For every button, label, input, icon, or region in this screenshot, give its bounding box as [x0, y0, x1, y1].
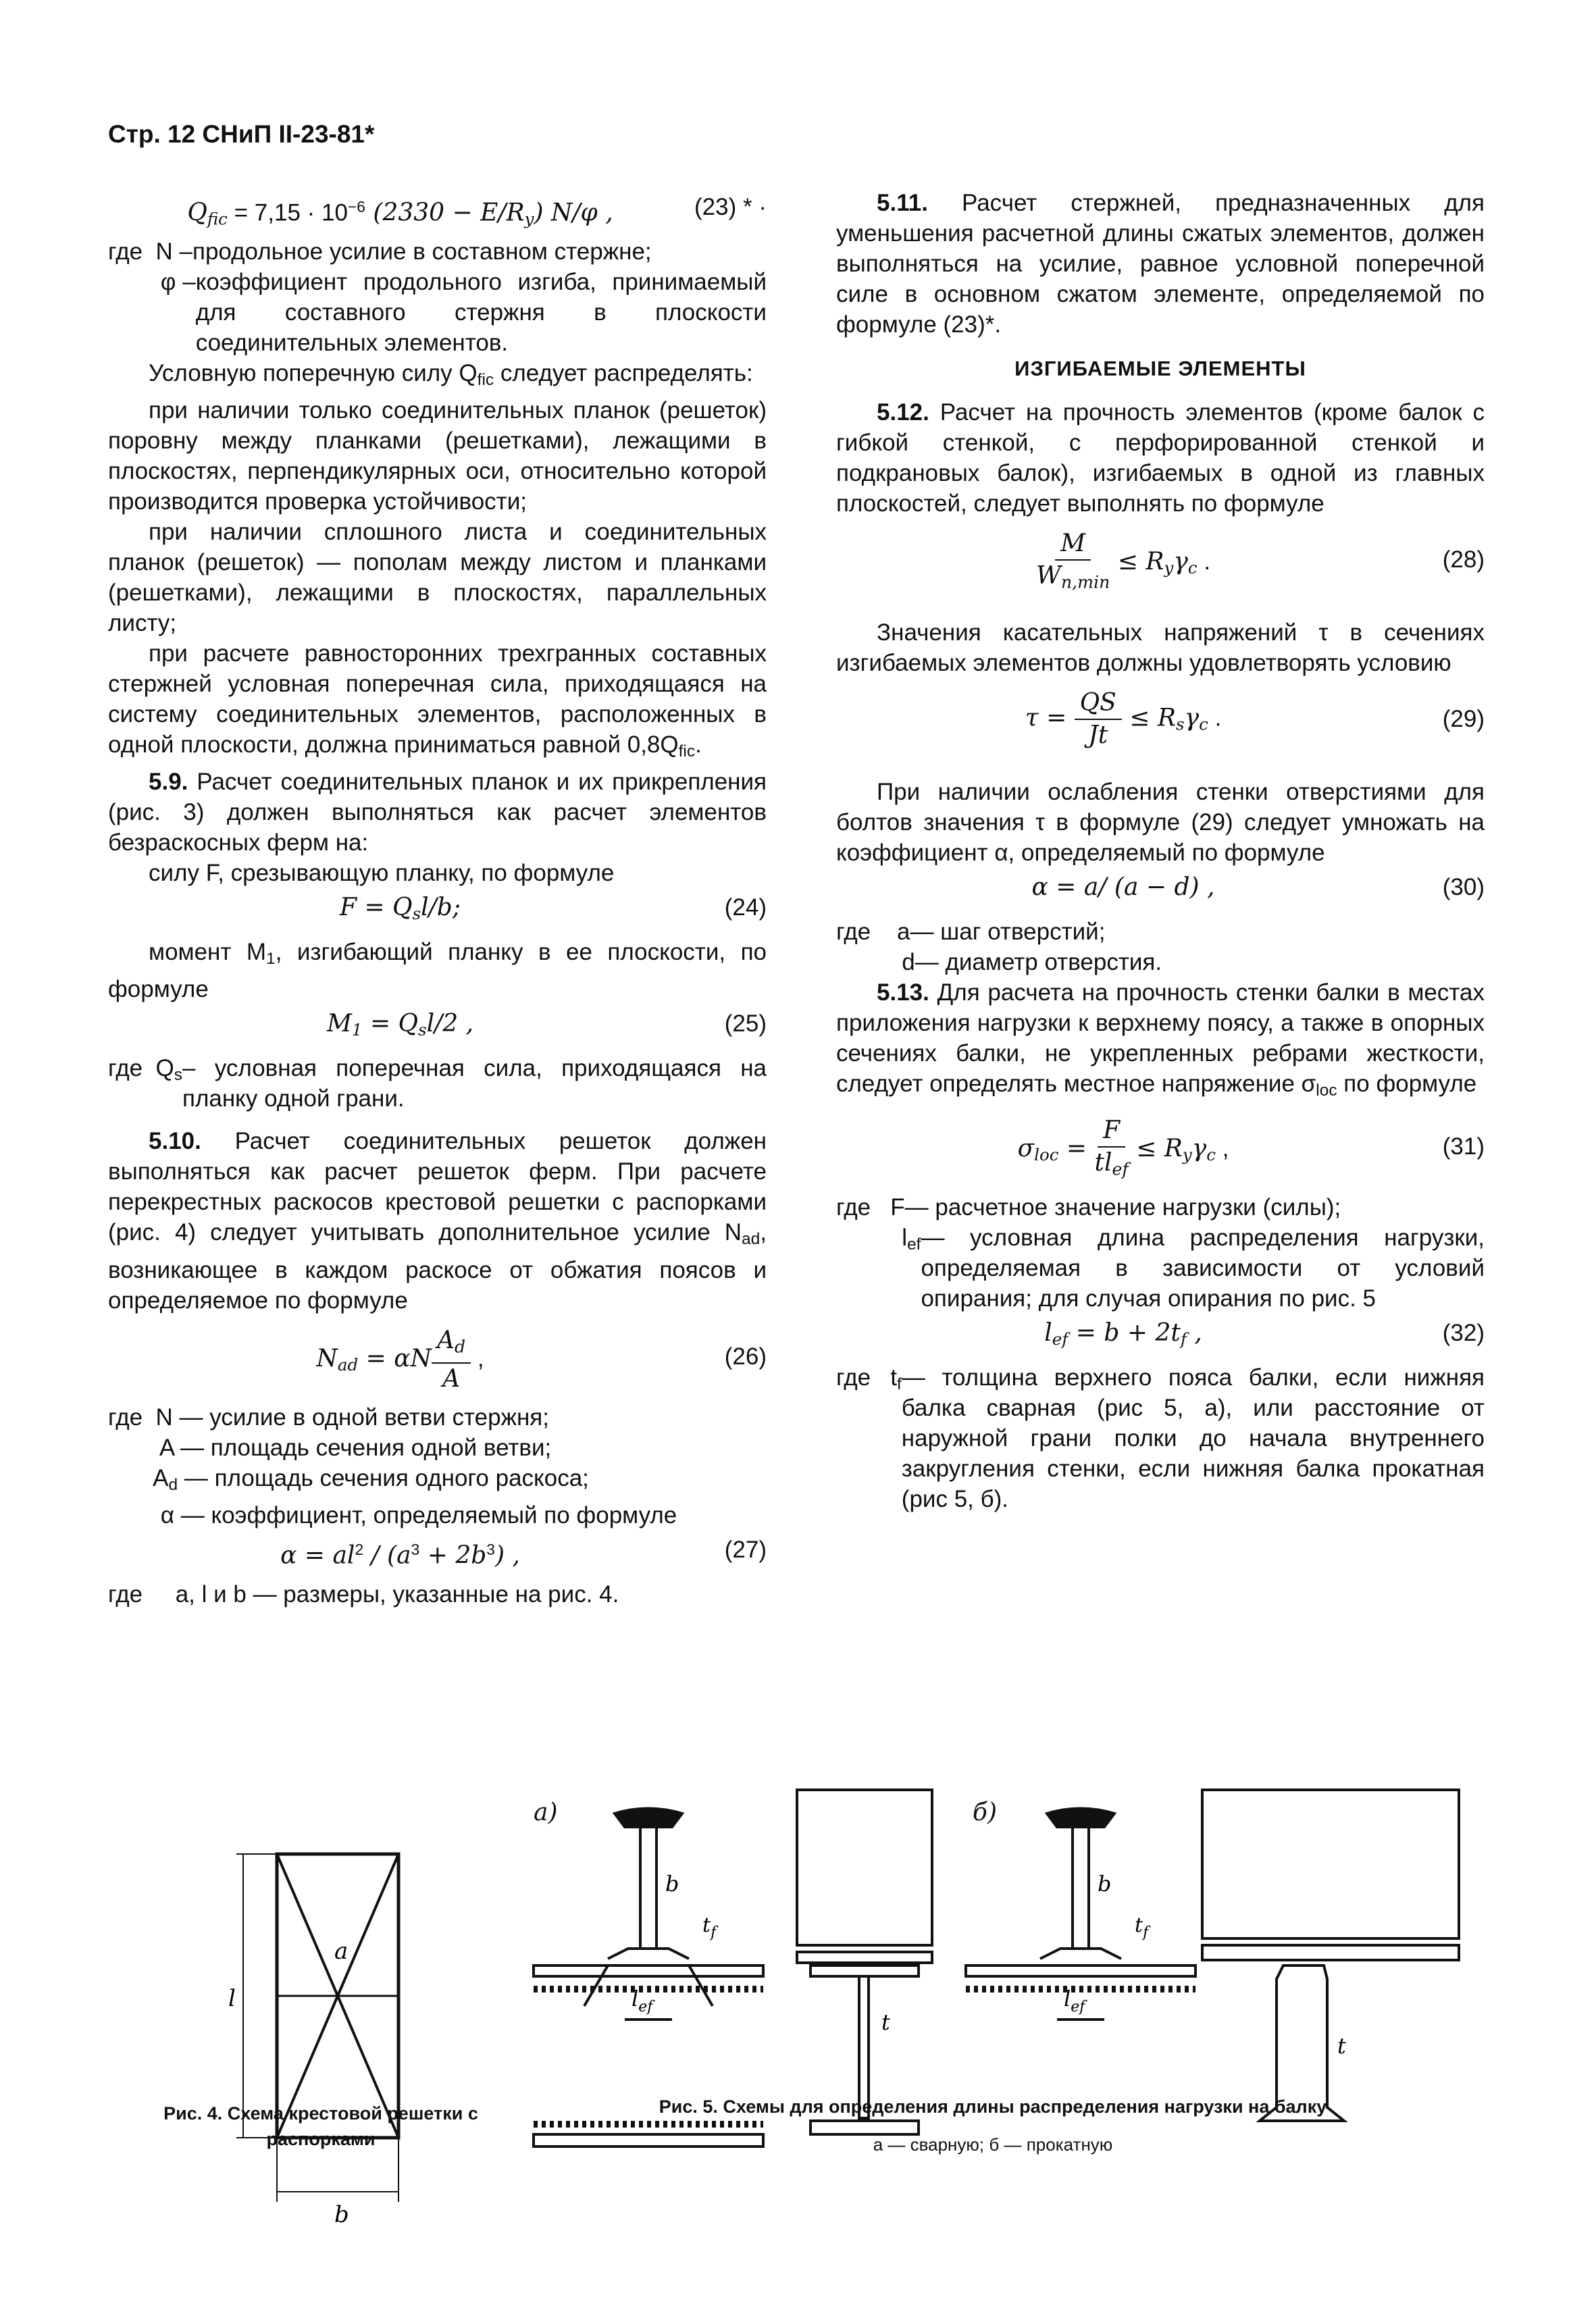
svg-text:t: t [881, 2009, 890, 2035]
formula-31: $\sigma_{loc}$ = $\frac{F}{tl_{ef}}$ ≤ $R_y\gamma_c$ , (31) [1017, 1116, 1485, 1179]
formula-26: $N_{ad} = \alpha N$ $\frac{A_d}{A}$ , (26) [316, 1326, 767, 1393]
paragraph-5-12: 5.12. Расчет на прочность элементов (кроме балок с гибкой стенкой, с перфорированной стенкой и подкрановых балок), изгибаемых в одной из главных плоскостей, следует выполнять по формуле [836, 399, 1485, 517]
formula-29: τ = $\frac{QS}{Jt}$ ≤ $R_s\gamma_c$ . (29) [1025, 689, 1485, 749]
paragraph: Значения касательных напряжений τ в сечениях изгибаемых элементов должны удовлетворять условию [836, 619, 1485, 676]
page-header: Стр. 12 СНиП II-23-81* [108, 120, 375, 148]
right-column [836, 188, 1485, 1514]
svg-text:б): б) [973, 1799, 998, 1826]
paragraph: при расчете равносторонних трехгранных составных стержней условная поперечная сила, приходящаяся на систему соединительных элементов, расположенных в одной плоскости, должна приниматься равной $0,8Q_{fic}$. [108, 640, 767, 761]
svg-text:а): а) [534, 1799, 558, 1826]
svg-text:lef: $l_{ef}$ [632, 1986, 653, 2015]
formula-number: (23) * · [694, 194, 767, 220]
definitions-31: где F — расчетное значение нагрузки (силы); $l_{ef}$ — условная длина распределения нагрузки, определяемая в зависимости от условий опирания; для случая опирания по рис. 5 [836, 1194, 1485, 1312]
formula-30: α = a/ (a − d) , (30) [1031, 873, 1485, 901]
figure-5-subcaption: а — сварную; б — прокатную [873, 2134, 1113, 2155]
paragraph-5-13: 5.13. Для расчета на прочность стенки балки в местах приложения нагрузки к верхнему поясу, а также в опорных сечениях балки, не укрепленных ребрами жесткости, следует определять местное напряжение $\sigma_{loc}$ по формуле [836, 979, 1485, 1100]
paragraph: при наличии только соединительных планок (решеток) поровну между планками (решетками), лежащими в плоскостях, перпендикулярных оси, относительно которой производится проверка устойчивости; [108, 397, 767, 515]
paragraph: при наличии сплошного листа и соединительных планок (решеток) — пополам между листом и планками (решетками), лежащими в плоскостях, параллельных листу; [108, 519, 767, 637]
section-title: ИЗГИБАЕМЫЕ ЭЛЕМЕНТЫ [1014, 357, 1306, 380]
figure-5-caption: Рис. 5. Схемы для определения длины распределения нагрузки на балку [659, 2097, 1327, 2117]
svg-text:lef: $l_{ef}$ [1064, 1986, 1085, 2015]
formula-24: $F = Q_sl/b$; (24) [340, 894, 767, 924]
svg-text:tf: $t_f$ [702, 1913, 717, 1941]
paragraph: момент $M_1$, изгибающий планку в ее плоскости, по формуле [108, 939, 767, 1003]
paragraph: При наличии ослабления стенки отверстиями для болтов значения τ в формуле (29) следует умножать на коэффициент α, определяемый по формуле [836, 779, 1485, 866]
definitions-30: где a — шаг отверстий; d — диаметр отверстия. [836, 919, 1162, 975]
formula-32: $l_{ef} = b + 2t_f$ , (32) [1044, 1319, 1485, 1349]
formula-28: $\frac{M}{W_{n,min}}$ ≤ $R_y\gamma_c$ . (28) [1035, 530, 1485, 592]
svg-text:a: a [334, 1938, 349, 1965]
formula-23: $Q_{fic} = 7,15 \cdot 10^{-6}$ $(2330 - E/R_y)$ N/φ , (23) * · [108, 192, 767, 232]
formula-27: $\alpha = al^2 / (a^3 + 2b^3)$ , (27) [280, 1536, 767, 1570]
left-column [108, 188, 767, 1610]
paragraph-5-11: 5.11. Расчет стержней, предназначенных для уменьшения расчетной длины сжатых элементов, должен выполняться на усилие, равное условной поперечной силе в основном сжатом элементе, определяемой по формуле (23)*. [836, 190, 1485, 338]
definitions-23: где N – продольное усилие в составном стержне; φ – коэффициент продольного изгиба, принимаемый для составного стержня в плоскости соединительных элементов. [108, 238, 767, 356]
paragraph: силу F, срезывающую планку, по формуле [149, 860, 615, 887]
figure-4-caption: Рис. 4. Схема крестовой решетки с распорками [163, 2103, 478, 2149]
paragraph-5-9: 5.9. Расчет соединительных планок и их прикрепления (рис. 3) должен выполняться как расчет элементов безраскосных ферм на: [108, 769, 767, 856]
svg-text:t: t [1337, 2033, 1346, 2059]
svg-text:b: b [334, 2201, 349, 2228]
svg-text:b: b [1098, 1871, 1112, 1897]
svg-text:l: l [228, 1985, 236, 2012]
paragraph-5-10: 5.10. Расчет соединительных решеток должен выполняться как расчет решеток ферм. При расчете перекрестных раскосов крестовой решетки с распорками (рис. 4) следует учитывать дополнительное усилие $N_{ad}$, возникающее в каждом раскосе от обжатия поясов и определяемое по формуле [108, 1128, 767, 1314]
svg-text:b: b [665, 1871, 679, 1897]
figure-4-diagram [216, 1824, 432, 2310]
formula-25: $M_1 = Q_sl/2$ , (25) [326, 1010, 767, 1040]
paragraph: Условную поперечную силу $Q_{fic}$ следует распределять: [149, 360, 753, 390]
definition-27: где a, l и b — размеры, указанные на рис. 4. [108, 1580, 619, 1608]
figure-5-diagram [527, 1783, 1472, 2256]
definitions-26: где N — усилие в одной ветви стержня; A — площадь сечения одной ветви; $A_d$ — площадь сечения одного раскоса; α — коэффициент, определяемый по формуле [108, 1404, 677, 1528]
definition-32: где $t_f$ — толщина верхнего пояса балки, если нижняя балка сварная (рис 5, а), или расстояние от наружной грани полки до начала внутреннего закругления стенки, если нижняя балка прокатная (рис 5, б). [836, 1364, 1485, 1513]
definition-25: где $Q_s$ – условная поперечная сила, приходящаяся на планку одной грани. [108, 1055, 767, 1112]
svg-text:tf: $t_f$ [1135, 1913, 1149, 1941]
